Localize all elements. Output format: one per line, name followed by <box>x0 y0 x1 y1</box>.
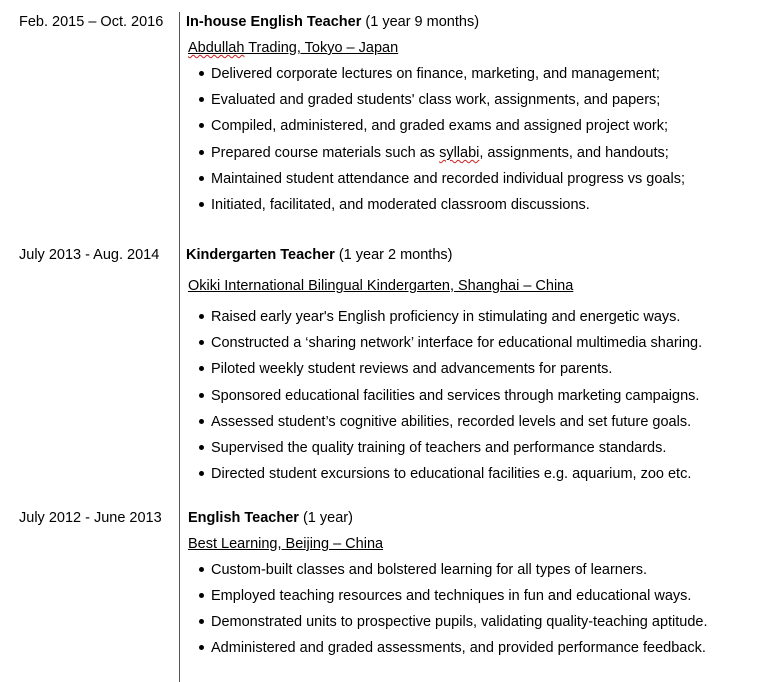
list-item: Piloted weekly student reviews and advancements for parents. <box>199 361 612 377</box>
bullet-icon <box>199 97 204 102</box>
bullet-icon <box>199 202 204 207</box>
list-item: Employed teaching resources and techniques in fun and educational ways. <box>199 588 691 604</box>
spellcheck-word: Abdullah <box>188 40 245 56</box>
job-duration: (1 year) <box>298 510 353 526</box>
bullet-icon <box>199 150 204 155</box>
job-heading <box>188 510 353 526</box>
bullet-icon <box>199 471 204 476</box>
bullet-icon <box>199 619 204 624</box>
list-item: Delivered corporate lectures on finance, marketing, and management; <box>199 66 660 82</box>
company-name: Okiki International Bilingual Kindergarten, Shanghai – China <box>188 278 574 294</box>
list-item: Demonstrated units to prospective pupils, validating quality-teaching aptitude. <box>199 614 708 630</box>
bullet-icon <box>199 123 204 128</box>
bullet-icon <box>199 393 204 398</box>
list-item: Administered and graded assessments, and provided performance feedback. <box>199 640 706 656</box>
spellcheck-word: syllabi <box>439 145 480 161</box>
bullet-icon <box>199 340 204 345</box>
company-location: Trading, Tokyo – Japan <box>244 40 399 56</box>
job-dates: July 2012 - June 2013 <box>19 510 162 526</box>
bullet-icon <box>199 445 204 450</box>
bullet-icon <box>199 593 204 598</box>
bullet-icon <box>199 366 204 371</box>
list-item: Evaluated and graded students' class work, assignments, and papers; <box>199 92 660 108</box>
bullet-icon <box>199 314 204 319</box>
section-divider-line <box>179 12 180 682</box>
job-title: English Teacher <box>188 510 299 526</box>
job-dates: Feb. 2015 – Oct. 2016 <box>19 14 164 30</box>
list-item: Sponsored educational facilities and services through marketing campaigns. <box>199 388 699 404</box>
company-name <box>188 40 398 56</box>
job-duration: (1 year 9 months) <box>361 14 480 30</box>
list-item: Prepared course materials such as syllabi, assignments, and handouts; <box>199 145 669 161</box>
job-heading <box>186 14 479 30</box>
list-item: Constructed a ‘sharing network’ interface for educational multimedia sharing. <box>199 335 702 351</box>
company-name: Best Learning, Beijing – China <box>188 536 384 552</box>
bullet-icon <box>199 176 204 181</box>
list-item: Initiated, facilitated, and moderated classroom discussions. <box>199 197 590 213</box>
bullet-icon <box>199 419 204 424</box>
job-title: In-house English Teacher <box>186 14 362 30</box>
list-item: Supervised the quality training of teachers and performance standards. <box>199 440 666 456</box>
bullet-icon <box>199 567 204 572</box>
list-item: Compiled, administered, and graded exams and assigned project work; <box>199 118 668 134</box>
job-duration: (1 year 2 months) <box>334 247 453 263</box>
job-title: Kindergarten Teacher <box>186 247 335 263</box>
list-item: Raised early year's English proficiency in stimulating and energetic ways. <box>199 309 680 325</box>
job-heading <box>186 247 452 263</box>
list-item: Custom-built classes and bolstered learning for all types of learners. <box>199 562 647 578</box>
bullet-icon <box>199 71 204 76</box>
list-item: Assessed student’s cognitive abilities, recorded levels and set future goals. <box>199 414 691 430</box>
job-dates: July 2013 - Aug. 2014 <box>19 247 160 263</box>
list-item: Maintained student attendance and recorded individual progress vs goals; <box>199 171 685 187</box>
list-item: Directed student excursions to educational facilities e.g. aquarium, zoo etc. <box>199 466 691 482</box>
bullet-icon <box>199 645 204 650</box>
